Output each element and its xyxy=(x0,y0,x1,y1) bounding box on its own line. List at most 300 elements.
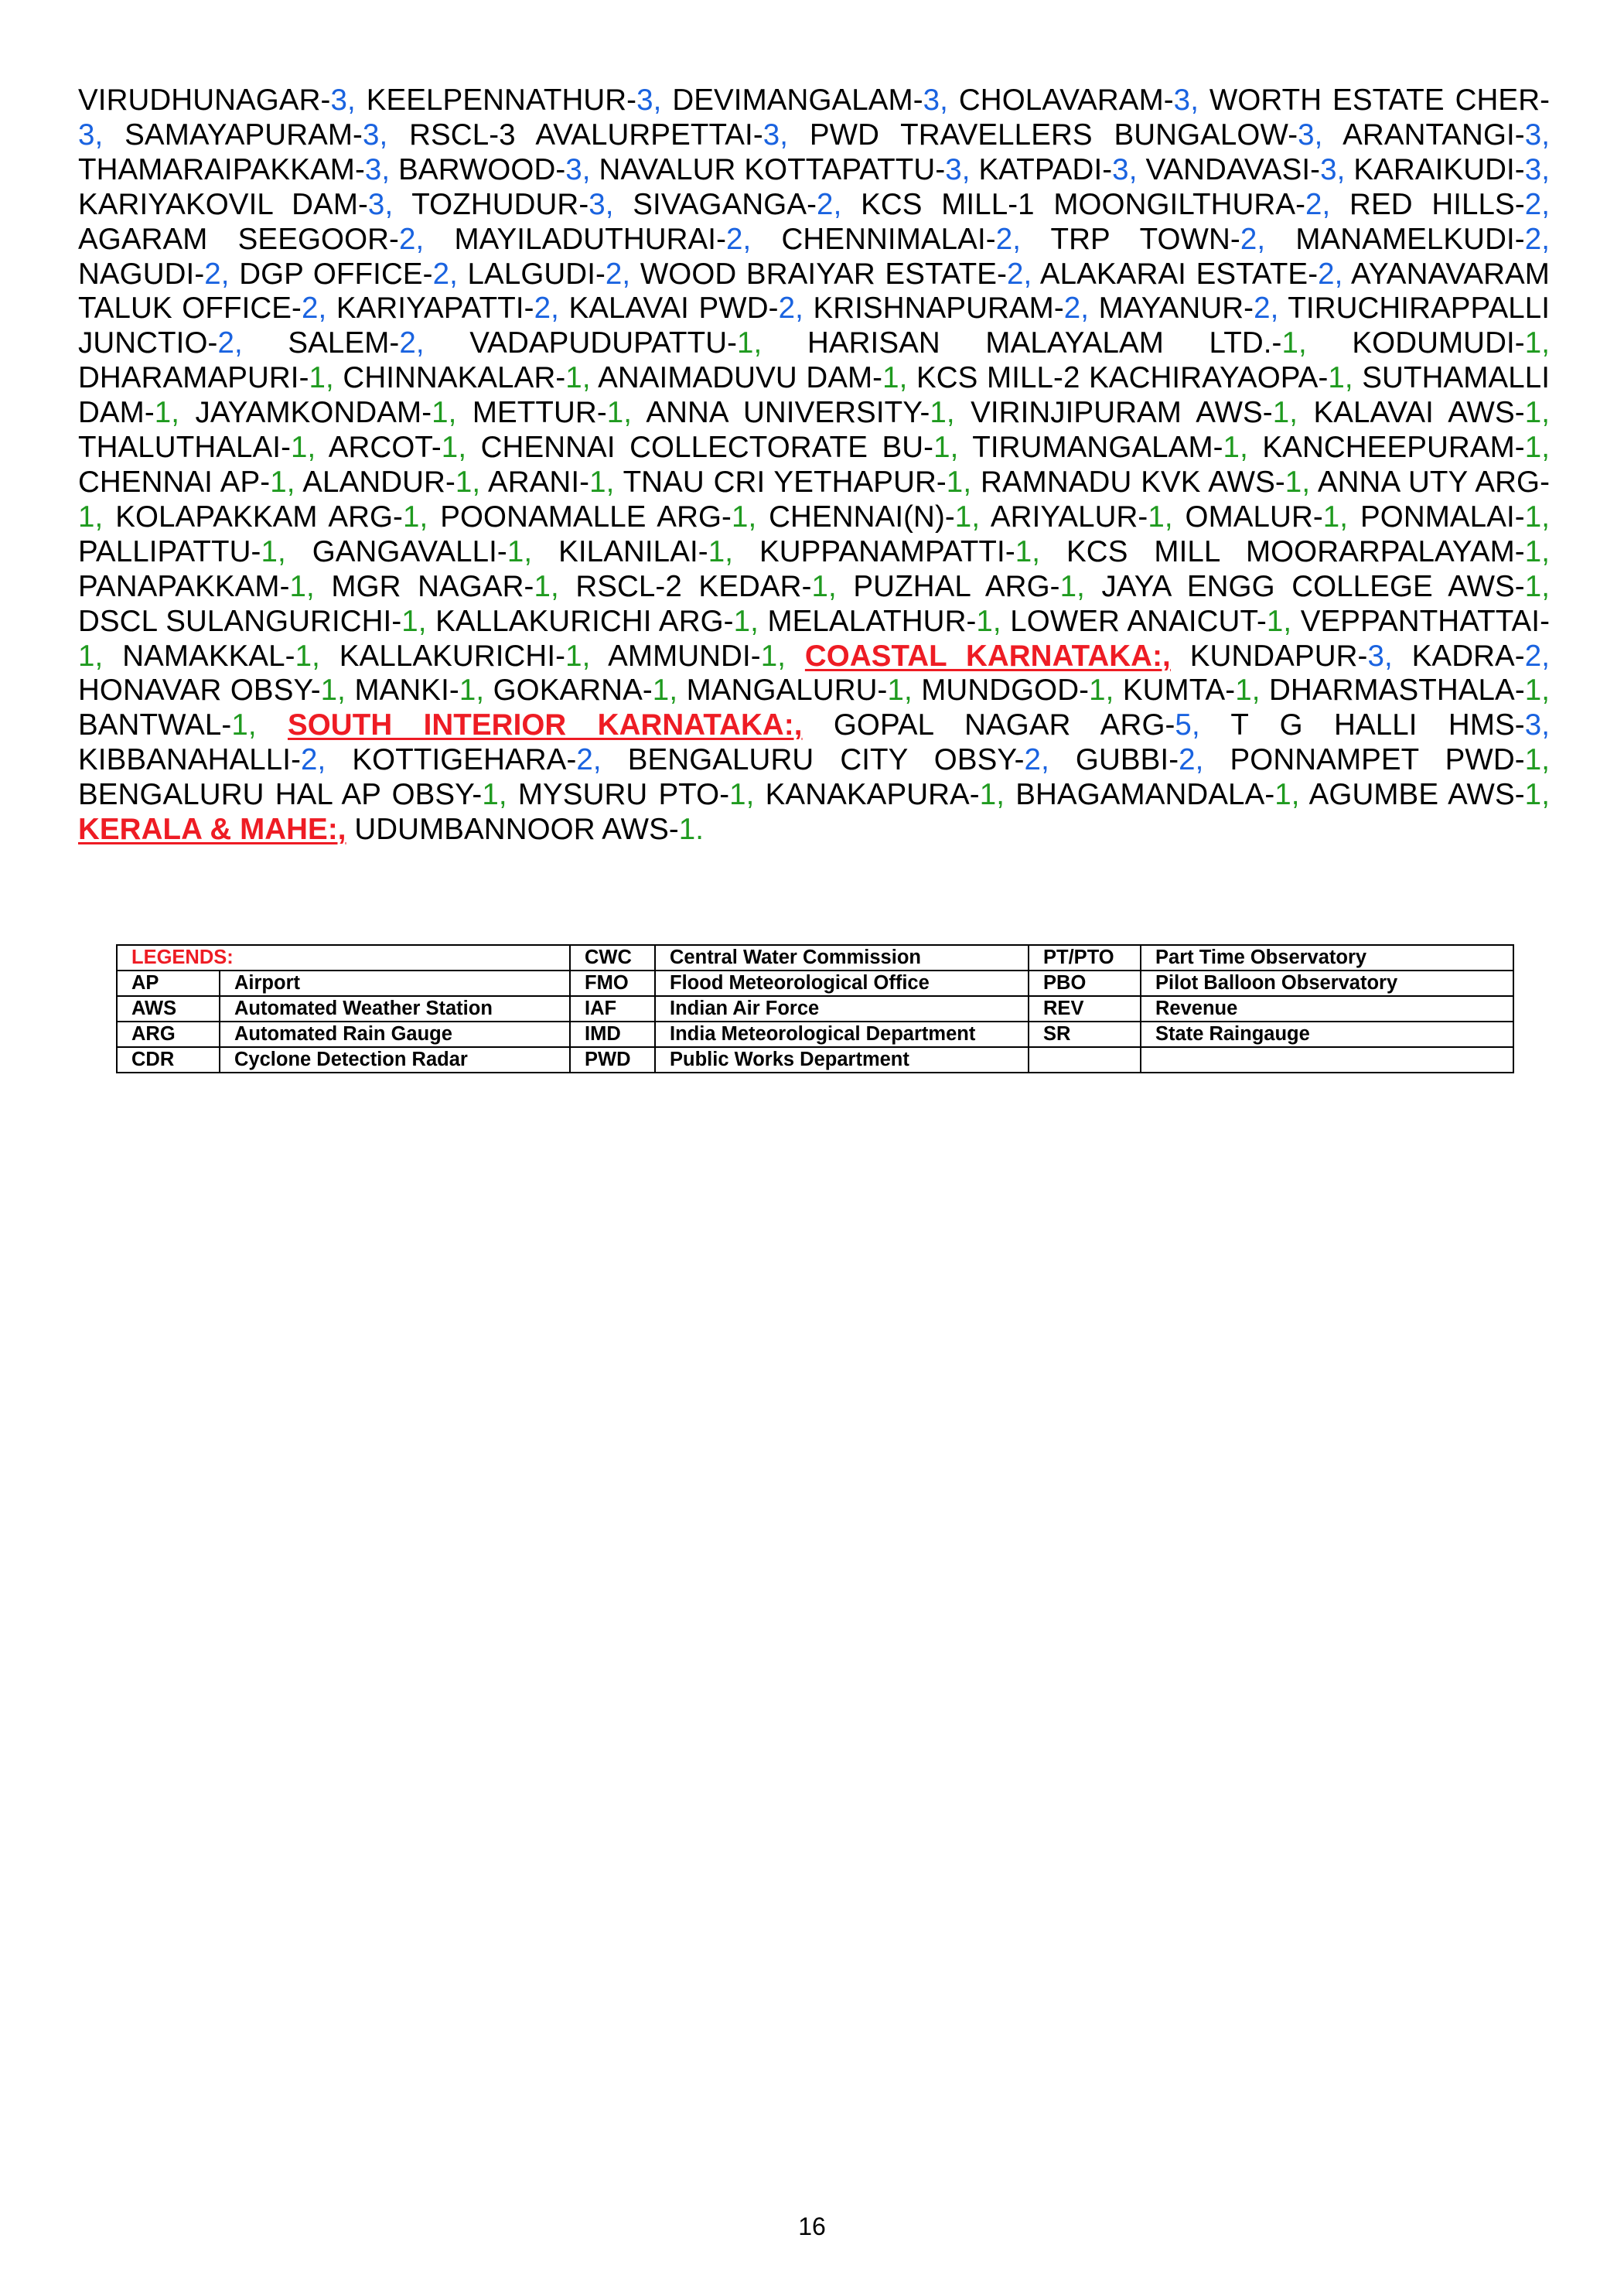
station-entry: SUTHAMALLI DAM-1, xyxy=(78,361,1551,430)
station-entry: ANNA UNIVERSITY-1, xyxy=(646,396,955,430)
station-name: ARCOT- xyxy=(328,431,442,465)
rainfall-value: 3 xyxy=(78,118,95,152)
station-entry: AGUMBE AWS-1, xyxy=(1308,778,1550,812)
station-entry: KATPADI-3, xyxy=(978,152,1138,186)
station-entry: GUBBI-2, xyxy=(1075,743,1204,777)
station-entry: THAMARAIPAKKAM-3, xyxy=(78,152,391,186)
station-entry: KARAIKUDI-3, xyxy=(1353,152,1551,186)
rainfall-value: 1 xyxy=(78,500,95,534)
region-heading: KERALA & MAHE:, xyxy=(78,813,346,847)
station-name: ALANDUR- xyxy=(302,465,455,499)
rainfall-value: 3 xyxy=(1112,152,1129,186)
station-entry: RSCL-3 AVALURPETTAI-3, xyxy=(409,118,789,152)
station-entry: TIRUCHIRAPPALLI JUNCTIO-2, xyxy=(78,292,1551,360)
rainfall-value: 1 xyxy=(1281,326,1298,360)
station-name: MANGALURU- xyxy=(686,674,888,708)
rainfall-value: 1 xyxy=(678,813,696,847)
rainfall-value: 1 xyxy=(1524,431,1542,465)
station-name: GANGAVALLI- xyxy=(312,534,507,568)
rainfall-value: 2 xyxy=(204,257,221,291)
station-name: RSCL-2 KEDAR- xyxy=(575,569,812,603)
station-entry: DGP OFFICE-2, xyxy=(239,257,458,291)
rainfall-value: 1 xyxy=(432,396,449,430)
station-entry: MYSURU PTO-1, xyxy=(517,778,755,812)
legend-header: LEGENDS: xyxy=(117,945,570,971)
legend-meaning: Automated Rain Gauge xyxy=(220,1022,570,1047)
station-entry: KCS MILL-2 KACHIRAYAOPA-1, xyxy=(916,361,1353,395)
rainfall-value: 1 xyxy=(1274,778,1291,812)
station-name: MUNDGOD- xyxy=(921,674,1090,708)
station-entry: TIRUMANGALAM-1, xyxy=(972,431,1248,465)
station-entry: TNAU CRI YETHAPUR-1, xyxy=(623,465,972,499)
station-entry: POONAMALLE ARG-1, xyxy=(440,500,757,534)
station-name: BARWOOD- xyxy=(398,152,566,186)
rainfall-value: 1 xyxy=(459,674,476,708)
station-name: VIRINJIPURAM AWS- xyxy=(971,396,1273,430)
station-name: ANNA UNIVERSITY- xyxy=(646,396,930,430)
rainfall-value: 1 xyxy=(1015,534,1032,568)
rainfall-value: 2 xyxy=(1240,222,1257,256)
station-name: CHOLAVARAM- xyxy=(958,84,1174,117)
rainfall-value: 1 xyxy=(737,326,754,360)
station-name: CHENNIMALAI- xyxy=(781,222,996,256)
rainfall-value: 2 xyxy=(576,743,593,777)
station-name: WORTH ESTATE CHER- xyxy=(1209,84,1551,117)
rainfall-value: 1 xyxy=(1285,465,1302,499)
station-entry: RED HILLS-2, xyxy=(1349,187,1551,221)
station-name: RSCL-3 AVALURPETTAI- xyxy=(409,118,763,152)
rainfall-value: 1 xyxy=(295,639,312,673)
rainfall-value: 2 xyxy=(534,292,551,326)
station-name: GOKARNA- xyxy=(493,674,653,708)
rainfall-value: 1 xyxy=(1328,361,1345,395)
station-entry: KOTTIGEHARA-2, xyxy=(352,743,602,777)
legend-meaning: State Raingauge xyxy=(1141,1022,1513,1047)
rainfall-value: 1 xyxy=(565,639,582,673)
station-entry: JAYA ENGG COLLEGE AWS-1, xyxy=(1101,569,1551,603)
station-name: SUTHAMALLI DAM- xyxy=(78,361,1551,430)
station-entry: KOLAPAKKAM ARG-1, xyxy=(115,500,428,534)
station-name: CHINNAKALAR- xyxy=(343,361,566,395)
station-entry: ALAKARAI ESTATE-2, xyxy=(1039,257,1343,291)
region-heading: COASTAL KARNATAKA:, xyxy=(804,639,1171,673)
station-entry: AMMUNDI-1, xyxy=(608,639,786,673)
station-name: VANDAVASI- xyxy=(1145,152,1321,186)
station-entry: KARIYAKOVIL DAM-3, xyxy=(78,187,394,221)
station-entry: CHOLAVARAM-3, xyxy=(958,84,1199,117)
rainfall-value: 1 xyxy=(733,604,751,638)
rainfall-value: 1 xyxy=(1266,604,1284,638)
station-entry: THALUTHALAI-1, xyxy=(78,431,316,465)
legend-meaning: PT/PTO xyxy=(1029,945,1141,971)
station-entry: BENGALURU HAL AP OBSY-1, xyxy=(78,778,507,812)
station-name: KALLAKURICHI ARG- xyxy=(435,604,734,638)
station-entry: ARANTANGI-3, xyxy=(1343,118,1551,152)
rainfall-value: 1 xyxy=(976,604,993,638)
station-entry: KANAKAPURA-1, xyxy=(765,778,1005,812)
station-entry: ARCOT-1, xyxy=(328,431,467,465)
station-entry: DSCL SULANGURICHI-1, xyxy=(78,604,427,638)
station-name: VEPPANTHATTAI- xyxy=(1300,604,1551,638)
station-entry: CHENNIMALAI-2, xyxy=(781,222,1021,256)
station-entry: PUZHAL ARG-1, xyxy=(853,569,1085,603)
station-entry: BARWOOD-3, xyxy=(398,152,591,186)
station-name: NAMAKKAL- xyxy=(122,639,295,673)
station-entry: TOZHUDUR-3, xyxy=(411,187,614,221)
legend-meaning: Revenue xyxy=(1141,996,1513,1022)
rainfall-value: 3 xyxy=(945,152,962,186)
station-entry: MAYANUR-2, xyxy=(1098,292,1279,326)
rainfall-value: 2 xyxy=(1254,292,1271,326)
station-entry: SIVAGANGA-2, xyxy=(633,187,842,221)
station-entry: GANGAVALLI-1, xyxy=(312,534,533,568)
station-entry: KANCHEEPURAM-1, xyxy=(1262,431,1550,465)
station-name: VIRUDHUNAGAR- xyxy=(78,84,331,117)
station-entry: PANAPAKKAM-1, xyxy=(78,569,315,603)
station-entry: KUPPANAMPATTI-1, xyxy=(759,534,1041,568)
rainfall-value: 1 xyxy=(482,778,499,812)
rainfall-value: 2 xyxy=(1063,292,1081,326)
station-name: TOZHUDUR- xyxy=(411,187,589,221)
station-name: DEVIMANGALAM- xyxy=(672,84,923,117)
rainfall-value: 2 xyxy=(432,257,450,291)
station-name: TNAU CRI YETHAPUR- xyxy=(623,465,947,499)
legend-table xyxy=(116,944,1514,1073)
station-entry: KADRA-2, xyxy=(1411,639,1551,673)
station-entry: VIRUDHUNAGAR-3, xyxy=(78,84,356,117)
station-entry: MGR NAGAR-1, xyxy=(331,569,559,603)
rainfall-value: 3 xyxy=(589,187,606,221)
station-entry: DEVIMANGALAM-3, xyxy=(672,84,948,117)
station-name: KANAKAPURA- xyxy=(765,778,980,812)
legend-abbreviation: AP xyxy=(117,971,220,996)
station-entry: KEELPENNATHUR-3, xyxy=(366,84,662,117)
legend-abbreviation: FMO xyxy=(570,971,655,996)
station-name: HONAVAR OBSY- xyxy=(78,674,321,708)
station-name: KCS MILL-2 KACHIRAYAOPA- xyxy=(916,361,1329,395)
station-name: LOWER ANAICUT- xyxy=(1010,604,1267,638)
rainfall-value: 2 xyxy=(778,292,796,326)
rainfall-value: 1 xyxy=(1524,674,1542,708)
rainfall-value: 1 xyxy=(811,569,829,603)
station-name: MAYILADUTHURAI- xyxy=(454,222,727,256)
rainfall-value: 2 xyxy=(1024,743,1042,777)
station-entry: METTUR-1, xyxy=(472,396,633,430)
station-entry: DHARMASTHALA-1, xyxy=(1269,674,1551,708)
station-entry: KALLAKURICHI-1, xyxy=(339,639,591,673)
rainfall-value: 1 xyxy=(979,778,997,812)
station-name: KIBBANAHALLI- xyxy=(78,743,302,777)
station-name: T G HALLI HMS- xyxy=(1230,708,1525,742)
rainfall-value: 1 xyxy=(1524,534,1542,568)
station-name: ARIYALUR- xyxy=(990,500,1148,534)
station-entry: KALAVAI AWS-1, xyxy=(1313,396,1550,430)
page-number: 16 xyxy=(798,2212,826,2240)
rainfall-value: 1 xyxy=(1089,674,1106,708)
station-name: CHENNAI AP- xyxy=(78,465,271,499)
station-entry: CHENNAI COLLECTORATE BU-1, xyxy=(480,431,959,465)
station-name: POONAMALLE ARG- xyxy=(440,500,732,534)
station-entry: WOOD BRAIYAR ESTATE-2, xyxy=(640,257,1032,291)
station-name: UDUMBANNOOR AWS- xyxy=(354,813,679,847)
station-entry: PONNAMPET PWD-1, xyxy=(1230,743,1551,777)
rainfall-value: 3 xyxy=(565,152,582,186)
station-name: PONNAMPET PWD- xyxy=(1230,743,1525,777)
station-name: KARIYAKOVIL DAM- xyxy=(78,187,368,221)
rainfall-value: 3 xyxy=(763,118,780,152)
station-entry: VADAPUDUPATTU-1, xyxy=(469,326,763,360)
station-entry: JAYAMKONDAM-1, xyxy=(195,396,457,430)
legend-row xyxy=(117,971,1513,996)
station-entry: SALEM-2, xyxy=(288,326,425,360)
station-entry: HARISAN MALAYALAM LTD.-1, xyxy=(807,326,1307,360)
rainfall-value: 1 xyxy=(1148,500,1165,534)
station-name: KALAVAI PWD- xyxy=(568,292,779,326)
station-entry: RSCL-2 KEDAR-1, xyxy=(575,569,837,603)
station-name: ANNA UTY ARG- xyxy=(1317,465,1550,499)
station-name: CHENNAI COLLECTORATE BU- xyxy=(480,431,934,465)
station-name: METTUR- xyxy=(472,396,607,430)
rainfall-value: 2 xyxy=(301,292,319,326)
rainfall-value: 1 xyxy=(589,465,606,499)
legend-abbreviation xyxy=(1029,1047,1141,1073)
station-entry: SAMAYAPURAM-3, xyxy=(125,118,388,152)
rainfall-value: 1 xyxy=(1235,674,1252,708)
station-entry: ANNA UTY ARG-1, xyxy=(78,465,1550,534)
rainfall-value: 1 xyxy=(455,465,473,499)
station-entry: AYANAVARAM TALUK OFFICE-2, xyxy=(78,257,1550,326)
station-entry: PWD TRAVELLERS BUNGALOW-3, xyxy=(809,118,1323,152)
legend-abbreviation: PWD xyxy=(570,1047,655,1073)
legend-meaning: CWC xyxy=(570,945,655,971)
station-name: KALAVAI AWS- xyxy=(1313,396,1525,430)
rainfall-value: 2 xyxy=(817,187,834,221)
station-name: KOLAPAKKAM ARG- xyxy=(115,500,403,534)
station-name: ALAKARAI ESTATE- xyxy=(1039,257,1319,291)
station-name: PUZHAL ARG- xyxy=(853,569,1060,603)
rainfall-value: 1 xyxy=(261,534,278,568)
station-entry: VIRINJIPURAM AWS-1, xyxy=(971,396,1298,430)
station-entry: MELALATHUR-1, xyxy=(767,604,1001,638)
station-entry: ARIYALUR-1, xyxy=(990,500,1173,534)
rainfall-value: 1 xyxy=(565,361,582,395)
station-entry: KODUMUDI-1, xyxy=(1352,326,1551,360)
station-name: JAYAMKONDAM- xyxy=(195,396,432,430)
station-name: DSCL SULANGURICHI- xyxy=(78,604,402,638)
rainfall-value: 1 xyxy=(78,639,95,673)
rainfall-value: 3 xyxy=(636,84,653,117)
rainfall-value: 3 xyxy=(1524,152,1542,186)
station-entry: VEPPANTHATTAI-1, xyxy=(78,604,1551,673)
rainfall-station-paragraph xyxy=(78,84,1550,848)
station-name: KUMTA- xyxy=(1122,674,1236,708)
legend-meaning: Pilot Balloon Observatory xyxy=(1141,971,1513,996)
rainfall-value: 1 xyxy=(1524,569,1542,603)
legend-meaning: Indian Air Force xyxy=(655,996,1029,1022)
station-entry: CHINNAKALAR-1, xyxy=(343,361,591,395)
station-entry: MAYILADUTHURAI-2, xyxy=(454,222,752,256)
station-name: KOTTIGEHARA- xyxy=(352,743,577,777)
station-name: MELALATHUR- xyxy=(767,604,977,638)
station-entry: KRISHNAPURAM-2, xyxy=(813,292,1090,326)
rainfall-value: 3 xyxy=(1524,708,1542,742)
station-name: THALUTHALAI- xyxy=(78,431,292,465)
station-name: RAMNADU KVK AWS- xyxy=(981,465,1285,499)
rainfall-value: 1 xyxy=(507,534,524,568)
rainfall-value: 1 xyxy=(1322,500,1340,534)
station-name: KILANILAI- xyxy=(558,534,708,568)
station-name: ARANI- xyxy=(487,465,590,499)
station-entry: MANGALURU-1, xyxy=(686,674,913,708)
station-entry: DHARAMAPURI-1, xyxy=(78,361,334,395)
station-name: TIRUCHIRAPPALLI JUNCTIO- xyxy=(78,292,1551,360)
legend-abbreviation: IMD xyxy=(570,1022,655,1047)
rainfall-value: 1 xyxy=(933,431,950,465)
station-name: PONMALAI- xyxy=(1360,500,1525,534)
station-entry: AGARAM SEEGOOR-2, xyxy=(78,222,425,256)
station-entry: ANAIMADUVU DAM-1, xyxy=(598,361,908,395)
rainfall-value: 1 xyxy=(270,465,287,499)
rainfall-value: 2 xyxy=(398,222,416,256)
rainfall-value: 1 xyxy=(402,500,420,534)
legend-meaning: Airport xyxy=(220,971,570,996)
station-entry: ALANDUR-1, xyxy=(302,465,481,499)
station-name: KCS MILL MOORARPALAYAM- xyxy=(1066,534,1525,568)
rainfall-value: 1 xyxy=(154,396,172,430)
rainfall-value: 2 xyxy=(1524,222,1542,256)
legend-abbreviation: ARG xyxy=(117,1022,220,1047)
rainfall-value: 2 xyxy=(1305,187,1322,221)
legend-abbreviation: PBO xyxy=(1029,971,1141,996)
station-name: SALEM- xyxy=(288,326,400,360)
station-name: ARANTANGI- xyxy=(1343,118,1525,152)
station-entry: KCS MILL MOORARPALAYAM-1, xyxy=(1066,534,1551,568)
station-name: MYSURU PTO- xyxy=(517,778,730,812)
rainfall-value: 1 xyxy=(309,361,326,395)
legend-abbreviation: Part Time Observatory xyxy=(1141,945,1513,971)
station-name: CHENNAI(N)- xyxy=(769,500,955,534)
legend-abbreviation: IAF xyxy=(570,996,655,1022)
station-entry: VANDAVASI-3, xyxy=(1145,152,1346,186)
rainfall-value: 1 xyxy=(946,465,964,499)
station-name: THAMARAIPAKKAM- xyxy=(78,152,365,186)
station-name: OMALUR- xyxy=(1185,500,1323,534)
station-name: GUBBI- xyxy=(1075,743,1179,777)
rainfall-value: 1 xyxy=(729,778,746,812)
rainfall-value: 2 xyxy=(995,222,1013,256)
station-entry: KARIYAPATTI-2, xyxy=(336,292,559,326)
rainfall-value: 5 xyxy=(1175,708,1192,742)
legend-abbreviation: SR xyxy=(1029,1022,1141,1047)
station-entry: BANTWAL-1, xyxy=(78,708,257,742)
rainfall-value: 3 xyxy=(1367,639,1384,673)
station-entry: NAMAKKAL-1, xyxy=(122,639,320,673)
station-entry: NAVALUR KOTTAPATTU-3, xyxy=(599,152,971,186)
station-name: NAGUDI- xyxy=(78,257,205,291)
rainfall-value: 2 xyxy=(217,326,234,360)
station-name: WOOD BRAIYAR ESTATE- xyxy=(640,257,1007,291)
station-name: AGUMBE AWS- xyxy=(1308,778,1525,812)
station-name: AGARAM SEEGOOR- xyxy=(78,222,399,256)
station-name: MGR NAGAR- xyxy=(331,569,534,603)
station-entry: MANKI-1, xyxy=(354,674,485,708)
legend-abbreviation: CDR xyxy=(117,1047,220,1073)
station-entry: HONAVAR OBSY-1, xyxy=(78,674,346,708)
rainfall-value: 1 xyxy=(652,674,670,708)
station-name: TRP TOWN- xyxy=(1050,222,1240,256)
station-name: KANCHEEPURAM- xyxy=(1262,431,1525,465)
rainfall-value: 1 xyxy=(534,569,551,603)
station-name: KRISHNAPURAM- xyxy=(813,292,1064,326)
rainfall-value: 1 xyxy=(441,431,459,465)
station-name: ANAIMADUVU DAM- xyxy=(598,361,883,395)
rainfall-value: 3 xyxy=(1298,118,1315,152)
rainfall-value: 1 xyxy=(1524,326,1542,360)
station-name: KUPPANAMPATTI- xyxy=(759,534,1015,568)
station-entry: KALAVAI PWD-2, xyxy=(568,292,803,326)
station-name: SAMAYAPURAM- xyxy=(125,118,363,152)
station-name: VADAPUDUPATTU- xyxy=(469,326,738,360)
legend-row xyxy=(117,996,1513,1022)
rainfall-value: 3 xyxy=(362,118,380,152)
rainfall-value: 1 xyxy=(401,604,418,638)
legend-meaning: India Meteorological Department xyxy=(655,1022,1029,1047)
station-name: RED HILLS- xyxy=(1349,187,1525,221)
station-entry: RAMNADU KVK AWS-1, xyxy=(981,465,1311,499)
legend-meaning: Flood Meteorological Office xyxy=(655,971,1029,996)
station-entry: CHENNAI(N)-1, xyxy=(769,500,981,534)
station-entry: KUMTA-1, xyxy=(1122,674,1261,708)
rainfall-value: 1 xyxy=(882,361,899,395)
station-name: DGP OFFICE- xyxy=(239,257,433,291)
station-name: BHAGAMANDALA- xyxy=(1015,778,1275,812)
station-entry: GOPAL NAGAR ARG-5, xyxy=(833,708,1200,742)
station-name: PWD TRAVELLERS BUNGALOW- xyxy=(809,118,1298,152)
rainfall-value: 1 xyxy=(1223,431,1240,465)
station-name: DHARMASTHALA- xyxy=(1269,674,1525,708)
station-entry: T G HALLI HMS-3, xyxy=(1230,708,1551,742)
station-entry: OMALUR-1, xyxy=(1185,500,1349,534)
station-name: JAYA ENGG COLLEGE AWS- xyxy=(1101,569,1525,603)
station-entry: GOKARNA-1, xyxy=(493,674,678,708)
station-name: AYANAVARAM TALUK OFFICE- xyxy=(78,257,1550,326)
rainfall-value: 1 xyxy=(1524,743,1542,777)
rainfall-value: 2 xyxy=(1524,187,1542,221)
station-entry: LALGUDI-2, xyxy=(467,257,631,291)
station-entry: KALLAKURICHI ARG-1, xyxy=(435,604,759,638)
rainfall-value: 1 xyxy=(231,708,248,742)
station-name: PANAPAKKAM- xyxy=(78,569,290,603)
station-name: PALLIPATTU- xyxy=(78,534,261,568)
station-entry: LOWER ANAICUT-1, xyxy=(1010,604,1292,638)
station-name: KATPADI- xyxy=(978,152,1113,186)
rainfall-value: 1 xyxy=(887,674,904,708)
station-name: GOPAL NAGAR ARG- xyxy=(833,708,1175,742)
station-name: KODUMUDI- xyxy=(1352,326,1525,360)
station-entry: MUNDGOD-1, xyxy=(921,674,1114,708)
station-name: KCS MILL-1 MOONGILTHURA- xyxy=(861,187,1306,221)
rainfall-value: 2 xyxy=(726,222,743,256)
rainfall-value: 1 xyxy=(320,674,338,708)
rainfall-value: 3 xyxy=(923,84,940,117)
station-name: KARIYAPATTI- xyxy=(336,292,534,326)
station-entry: TRP TOWN-2, xyxy=(1050,222,1266,256)
rainfall-value: 2 xyxy=(1179,743,1196,777)
rainfall-value: 1 xyxy=(760,639,778,673)
legend-row xyxy=(117,945,1513,971)
station-entry: PALLIPATTU-1, xyxy=(78,534,286,568)
station-entry: PONMALAI-1, xyxy=(1360,500,1551,534)
